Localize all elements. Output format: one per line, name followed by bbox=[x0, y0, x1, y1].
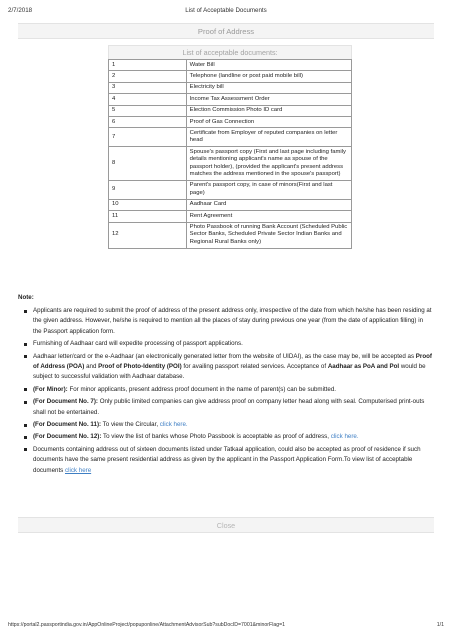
table-row bbox=[109, 222, 352, 248]
list-item bbox=[24, 385, 432, 395]
table-heading: List of acceptable documents: bbox=[108, 45, 352, 59]
row-document: Election Commission Photo ID card bbox=[186, 105, 351, 116]
row-document: Spouse's passport copy (First and last page including family details mentioning applicant's name as spouse of the passport holder), (provided the applicant's present address matches the address mentioned in the spouse's passport) bbox=[186, 147, 351, 181]
table-row bbox=[109, 117, 352, 128]
circular-link[interactable]: click here. bbox=[159, 421, 188, 429]
row-number: 2 bbox=[109, 71, 187, 82]
row-document: Electricity bill bbox=[186, 82, 351, 93]
table-row bbox=[109, 71, 352, 82]
row-number: 3 bbox=[109, 82, 187, 93]
row-document: Parent's passport copy, in case of minors(First and last page) bbox=[186, 180, 351, 199]
page-title: Proof of Address bbox=[18, 23, 434, 39]
row-number: 10 bbox=[109, 199, 187, 210]
notes-list bbox=[24, 306, 432, 478]
note-text: and bbox=[84, 363, 99, 371]
row-document: Proof of Gas Connection bbox=[186, 117, 351, 128]
print-url: https://portal2.passportindia.gov.in/AppOnlineProject/popuponline/AttachmentAdvisorSub?subDocID=7001&minorFlag=1 bbox=[8, 622, 286, 628]
row-number: 8 bbox=[109, 147, 187, 181]
page-number: 1/1 bbox=[436, 622, 444, 628]
row-document: Aadhaar Card bbox=[186, 199, 351, 210]
bank-list-link[interactable]: click here. bbox=[330, 433, 359, 441]
note-text: Documents containing address out of sixteen documents listed under Tatkaal application, could also be accepted as proof of residence if such documents have the same present residential address as given by the applicant in the Passport Application Form.To view list of acceptable documents bbox=[33, 445, 421, 474]
close-button[interactable]: Close bbox=[18, 517, 434, 533]
list-item bbox=[24, 352, 432, 383]
table-row bbox=[109, 180, 352, 199]
row-document: Water Bill bbox=[186, 60, 351, 71]
note-text: Furnishing of Aadhaar card will expedite processing of passport applications. bbox=[33, 340, 243, 348]
table-row bbox=[109, 94, 352, 105]
row-number: 9 bbox=[109, 180, 187, 199]
row-number: 1 bbox=[109, 60, 187, 71]
documents-table bbox=[108, 59, 352, 249]
list-item bbox=[24, 339, 432, 349]
note-text: Applicants are required to submit the proof of address of the present address only, irrespective of the date from which he/she has been residing at the given address. However, he/she is required to mention all the places of stay during previous one year (from the date of application filling) in the Passport application form. bbox=[33, 307, 432, 335]
note-bold: (For Minor): bbox=[33, 385, 68, 393]
note-text: Only public limited companies can give address proof on company letter head along with seal. Computerised print-outs shall not be entertained. bbox=[33, 398, 425, 416]
row-number: 4 bbox=[109, 94, 187, 105]
print-footer bbox=[8, 622, 444, 628]
table-row bbox=[109, 199, 352, 210]
row-number: 11 bbox=[109, 211, 187, 222]
note-bold: Proof of Address (POA) bbox=[33, 352, 432, 371]
note-bold: (For Document No. 11): bbox=[33, 421, 102, 429]
note-bold: (For Document No. 12): bbox=[33, 433, 102, 441]
note-bold: (For Document No. 7): bbox=[33, 398, 98, 406]
note-text: To view the list of banks whose Photo Passbook is acceptable as proof of address, bbox=[101, 433, 331, 441]
table-row bbox=[109, 147, 352, 181]
print-title: List of Acceptable Documents bbox=[185, 7, 267, 14]
list-item bbox=[24, 432, 432, 442]
table-row bbox=[109, 105, 352, 116]
table-row bbox=[109, 82, 352, 93]
print-header bbox=[8, 7, 444, 17]
row-number: 12 bbox=[109, 222, 187, 248]
list-item bbox=[24, 445, 432, 476]
note-bold: Aadhaar as PoA and PoI bbox=[327, 363, 400, 371]
documents-table-section bbox=[108, 45, 352, 249]
list-item bbox=[24, 397, 432, 418]
note-text: To view the Circular, bbox=[101, 421, 160, 429]
row-document: Certificate from Employer of reputed companies on letter head bbox=[186, 128, 351, 147]
print-date: 2/7/2018 bbox=[8, 7, 33, 14]
list-item bbox=[24, 306, 432, 337]
table-row bbox=[109, 128, 352, 147]
note-text: would be subject to successful validation with Aadhaar database. bbox=[33, 363, 426, 381]
row-document: Rent Agreement bbox=[186, 211, 351, 222]
table-row bbox=[109, 60, 352, 71]
note-label: Note: bbox=[18, 294, 34, 301]
row-document: Income Tax Assessment Order bbox=[186, 94, 351, 105]
table-row bbox=[109, 211, 352, 222]
row-document: Photo Passbook of running Bank Account (Scheduled Public Sector Banks, Scheduled Private Sector Indian Banks and Regional Rural Banks only) bbox=[186, 222, 351, 248]
row-document: Telephone (landline or post paid mobile bill) bbox=[186, 71, 351, 82]
note-text: Aadhaar letter/card or the e-Aadhaar (an electronically generated letter from the website of UIDAI), as the case may be, will be accepted as bbox=[33, 352, 416, 360]
note-text: For minor applicants, present address proof document in the name of parent(s) can be submitted. bbox=[67, 385, 336, 393]
tatkaal-documents-link[interactable]: click here bbox=[65, 466, 92, 474]
note-text: for availing passport related services. Acceptance of bbox=[181, 363, 328, 371]
row-number: 5 bbox=[109, 105, 187, 116]
list-item bbox=[24, 420, 432, 430]
row-number: 7 bbox=[109, 128, 187, 147]
note-bold: Proof of Photo-Identity (POI) bbox=[98, 363, 182, 371]
row-number: 6 bbox=[109, 117, 187, 128]
